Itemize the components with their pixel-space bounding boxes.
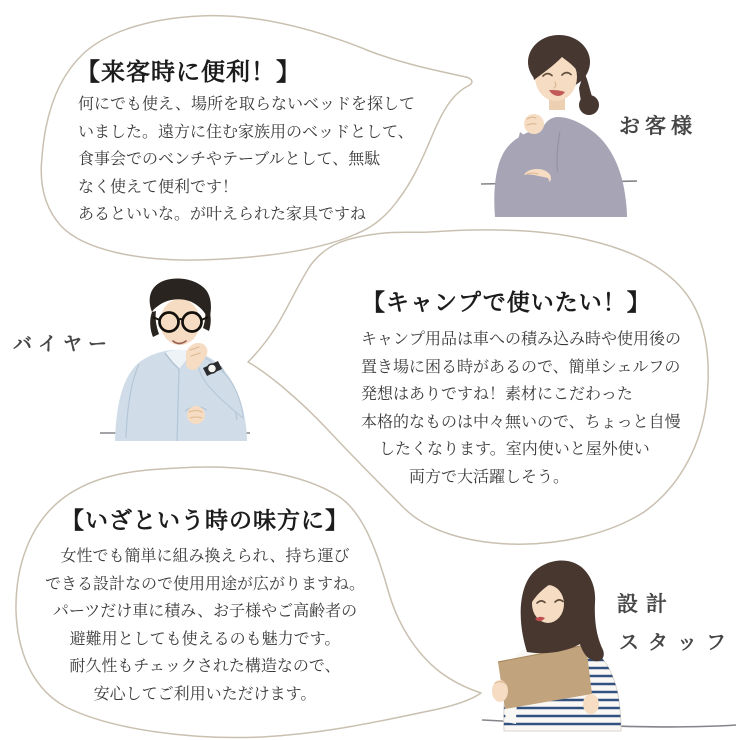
bubble-customer-line: あるといいな。が叶えられた家具ですね bbox=[78, 206, 367, 223]
bubble-buyer-heading: 【キャンプで使いたい！】 bbox=[362, 289, 651, 315]
bubble-staff-body bbox=[20, 543, 390, 708]
bubble-staff-line: 安心してご利用いただけます。 bbox=[93, 685, 317, 703]
customer-label: お客様 bbox=[619, 115, 697, 138]
bubble-customer-line: 食事会でのベンチやテーブルとして、無駄 bbox=[78, 151, 381, 168]
bubble-staff-heading: 【いざという時の味方に】 bbox=[61, 507, 349, 533]
bubble-customer-line: なく使えて便利です！ bbox=[78, 178, 239, 196]
bubble-staff-line: 耐久性もチェックされた構造なので、 bbox=[69, 658, 341, 675]
bubble-buyer-line: 両方で大活躍しそう。 bbox=[409, 468, 570, 486]
customer-sweater bbox=[494, 117, 627, 217]
bubble-buyer-line: したくなります。室内使いと屋外使い bbox=[379, 441, 650, 458]
bubble-buyer-line: 置き場に困る時があるので、簡単シェルフの bbox=[361, 358, 681, 376]
bubble-customer-heading: 【来客時に便利！】 bbox=[76, 59, 301, 86]
buyer-illustration bbox=[100, 278, 250, 441]
bubble-buyer-body bbox=[361, 326, 681, 491]
design-staff-label-line1: 設計 bbox=[617, 593, 675, 616]
bubble-customer-line: いました。遠方に住む家族用のベッドとして、 bbox=[78, 123, 414, 141]
bubble-staff-line: パーツだけ車に積み、お子様やご高齢者の bbox=[52, 603, 358, 620]
bubble-staff-line: 避難用としても使えるのも魅力です。 bbox=[69, 630, 341, 648]
bubble-buyer-line: キャンプ用品は車への積み込み時や使用後の bbox=[361, 331, 682, 348]
bubble-buyer-line: 発想はありですね！素材にこだわった bbox=[361, 386, 633, 403]
customer-illustration bbox=[481, 35, 637, 217]
bubble-buyer-line: 本格的なものは中々無いので、ちょっと自慢 bbox=[361, 413, 681, 431]
buyer-label: バイヤー bbox=[13, 334, 114, 355]
bubble-staff-line: できる設計なので使用用途が広がりますね。 bbox=[44, 575, 365, 593]
bubble-staff-line: 女性でも簡単に組み換えられ、持ち運び bbox=[60, 548, 350, 565]
bubble-customer-body bbox=[78, 91, 415, 229]
bubble-customer-line: 何にでも使え、場所を取らないベッドを探して bbox=[78, 96, 415, 113]
design-staff-label-line2: スタッフ bbox=[619, 632, 735, 654]
